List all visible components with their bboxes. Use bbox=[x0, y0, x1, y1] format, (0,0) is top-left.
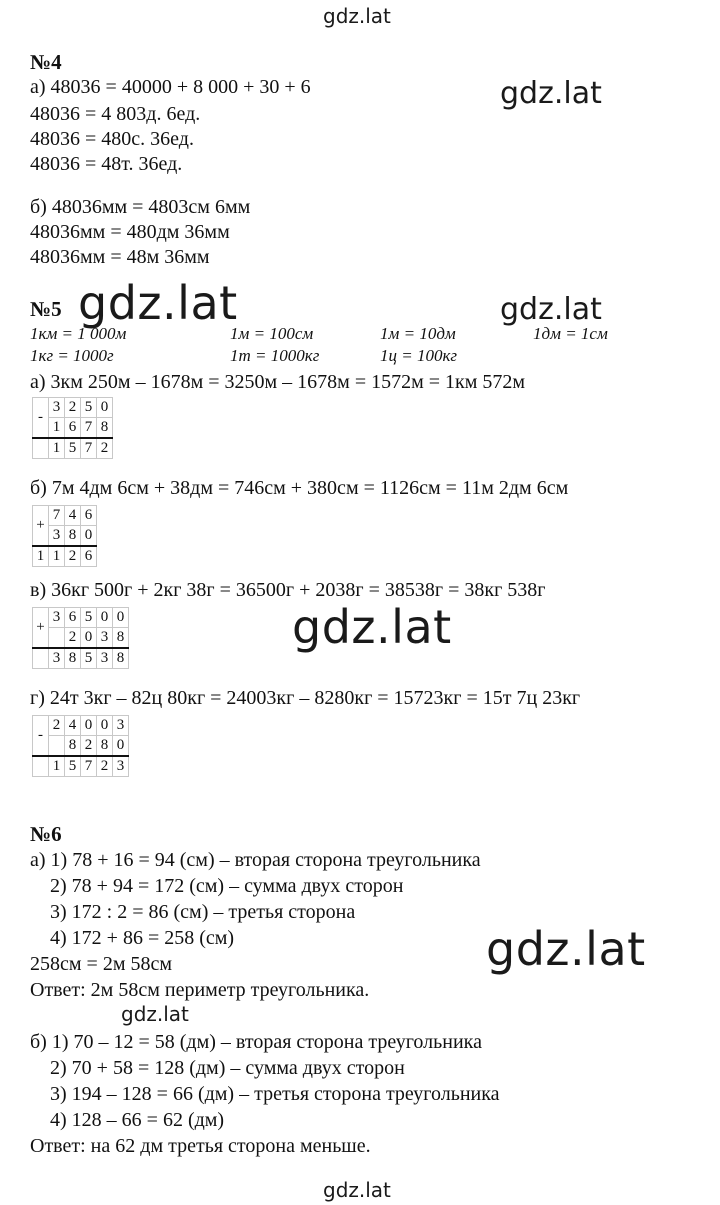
watermark: gdz.lat bbox=[78, 276, 238, 330]
task-5a-equation: а) 3км 250м – 1678м = 3250м – 1678м = 1572м = 1км 572м bbox=[30, 371, 526, 393]
digit: 7 bbox=[81, 438, 97, 459]
column-addition-v bbox=[32, 607, 129, 669]
task-6-answer: Ответ: на 62 дм третья сторона меньше. bbox=[30, 1135, 371, 1157]
task-5-title: №5 bbox=[30, 297, 62, 321]
task-4-line: 48036 = 48т. 36ед. bbox=[30, 153, 183, 175]
digit: 5 bbox=[65, 438, 81, 459]
watermark: gdz.lat bbox=[292, 600, 452, 654]
watermark: gdz.lat bbox=[121, 1002, 189, 1026]
task-6-answer: Ответ: 2м 58см периметр треугольника. bbox=[30, 979, 370, 1001]
digit: 0 bbox=[97, 608, 113, 628]
digit: 0 bbox=[81, 526, 97, 547]
digit: 3 bbox=[113, 716, 129, 736]
watermark: gdz.lat bbox=[500, 292, 602, 327]
digit: 5 bbox=[81, 398, 97, 418]
digit: 0 bbox=[97, 398, 113, 418]
digit: 1 bbox=[49, 438, 65, 459]
column-subtraction-a bbox=[32, 397, 113, 459]
digit: 4 bbox=[65, 506, 81, 526]
task-4-line: а) 48036 = 40000 + 8 000 + 30 + 6 bbox=[30, 76, 311, 98]
unit-conversion: 1дм = 1см bbox=[533, 324, 608, 343]
digit: 0 bbox=[81, 628, 97, 649]
digit: 5 bbox=[81, 648, 97, 669]
digit: 6 bbox=[81, 546, 97, 567]
task-4-line: б) 48036мм = 4803см 6мм bbox=[30, 196, 251, 218]
digit: 5 bbox=[81, 608, 97, 628]
digit: 7 bbox=[49, 506, 65, 526]
task-6-line: 2) 70 + 58 = 128 (дм) – сумма двух сторон bbox=[50, 1057, 405, 1079]
digit: 6 bbox=[65, 418, 81, 439]
task-6-line: 4) 172 + 86 = 258 (см) bbox=[50, 927, 235, 949]
watermark-bottom: gdz.lat bbox=[323, 1178, 391, 1202]
digit: 2 bbox=[49, 716, 65, 736]
digit: 0 bbox=[113, 608, 129, 628]
task-5v-equation: в) 36кг 500г + 2кг 38г = 36500г + 2038г = 38538г = 38кг 538г bbox=[30, 579, 546, 601]
digit: 3 bbox=[113, 756, 129, 777]
digit: 1 bbox=[49, 756, 65, 777]
task-6-line: 4) 128 – 66 = 62 (дм) bbox=[50, 1109, 225, 1131]
task-4-title: №4 bbox=[30, 50, 62, 74]
task-4-line: 48036 = 480с. 36ед. bbox=[30, 128, 194, 150]
task-6-line: 3) 172 : 2 = 86 (см) – третья сторона bbox=[50, 901, 356, 923]
digit: 1 bbox=[49, 546, 65, 567]
digit: 4 bbox=[65, 716, 81, 736]
digit: 3 bbox=[49, 648, 65, 669]
digit: 2 bbox=[65, 628, 81, 649]
digit: 8 bbox=[65, 526, 81, 547]
task-5g-equation: г) 24т 3кг – 82ц 80кг = 24003кг – 8280кг = 15723кг = 15т 7ц 23кг bbox=[30, 687, 581, 709]
column-subtraction-g bbox=[32, 715, 129, 777]
task-6-title: №6 bbox=[30, 822, 62, 846]
digit: 5 bbox=[65, 756, 81, 777]
task-4-line: 48036мм = 480дм 36мм bbox=[30, 221, 230, 243]
task-6-line: а) 1) 78 + 16 = 94 (см) – вторая сторона треугольника bbox=[30, 849, 481, 871]
task-6-line: б) 1) 70 – 12 = 58 (дм) – вторая сторона треугольника bbox=[30, 1031, 482, 1053]
watermark-top: gdz.lat bbox=[323, 4, 391, 28]
unit-conversion: 1м = 100см bbox=[230, 324, 314, 343]
digit: 6 bbox=[81, 506, 97, 526]
unit-conversion: 1т = 1000кг bbox=[230, 346, 320, 365]
task-5b-equation: б) 7м 4дм 6см + 38дм = 746см + 380см = 1126см = 11м 2дм 6см bbox=[30, 477, 569, 499]
task-6-line: 3) 194 – 128 = 66 (дм) – третья сторона треугольника bbox=[50, 1083, 500, 1105]
unit-conversion: 1кг = 1000г bbox=[30, 346, 114, 365]
digit: 7 bbox=[81, 418, 97, 439]
digit bbox=[49, 736, 65, 757]
digit: 8 bbox=[65, 736, 81, 757]
digit: 7 bbox=[81, 756, 97, 777]
minus-sign: - bbox=[33, 716, 49, 757]
digit: 0 bbox=[81, 716, 97, 736]
digit: 2 bbox=[81, 736, 97, 757]
digit: 8 bbox=[113, 648, 129, 669]
digit: 2 bbox=[65, 398, 81, 418]
digit: 2 bbox=[97, 438, 113, 459]
plus-sign: + bbox=[33, 506, 49, 547]
watermark: gdz.lat bbox=[486, 922, 646, 976]
unit-conversion: 1м = 10дм bbox=[380, 324, 456, 343]
unit-conversion: 1км = 1 000м bbox=[30, 324, 127, 343]
task-4-line: 48036мм = 48м 36мм bbox=[30, 246, 210, 268]
digit: 3 bbox=[49, 608, 65, 628]
unit-conversion: 1ц = 100кг bbox=[380, 346, 458, 365]
digit: 8 bbox=[97, 418, 113, 439]
digit: 0 bbox=[113, 736, 129, 757]
digit: 3 bbox=[97, 648, 113, 669]
digit: 6 bbox=[65, 608, 81, 628]
digit: 1 bbox=[33, 546, 49, 567]
task-6-line: 258см = 2м 58см bbox=[30, 953, 173, 975]
digit: 3 bbox=[49, 526, 65, 547]
digit: 8 bbox=[97, 736, 113, 757]
column-addition-b bbox=[32, 505, 97, 567]
digit bbox=[49, 628, 65, 649]
task-4-line: 48036 = 4 803д. 6ед. bbox=[30, 103, 201, 125]
digit: 1 bbox=[49, 418, 65, 439]
digit: 0 bbox=[97, 716, 113, 736]
digit: 2 bbox=[97, 756, 113, 777]
minus-sign: - bbox=[33, 398, 49, 439]
digit: 3 bbox=[97, 628, 113, 649]
digit: 8 bbox=[65, 648, 81, 669]
watermark: gdz.lat bbox=[500, 76, 602, 111]
plus-sign: + bbox=[33, 608, 49, 649]
digit: 8 bbox=[113, 628, 129, 649]
digit: 2 bbox=[65, 546, 81, 567]
digit: 3 bbox=[49, 398, 65, 418]
task-6-line: 2) 78 + 94 = 172 (см) – сумма двух сторон bbox=[50, 875, 404, 897]
